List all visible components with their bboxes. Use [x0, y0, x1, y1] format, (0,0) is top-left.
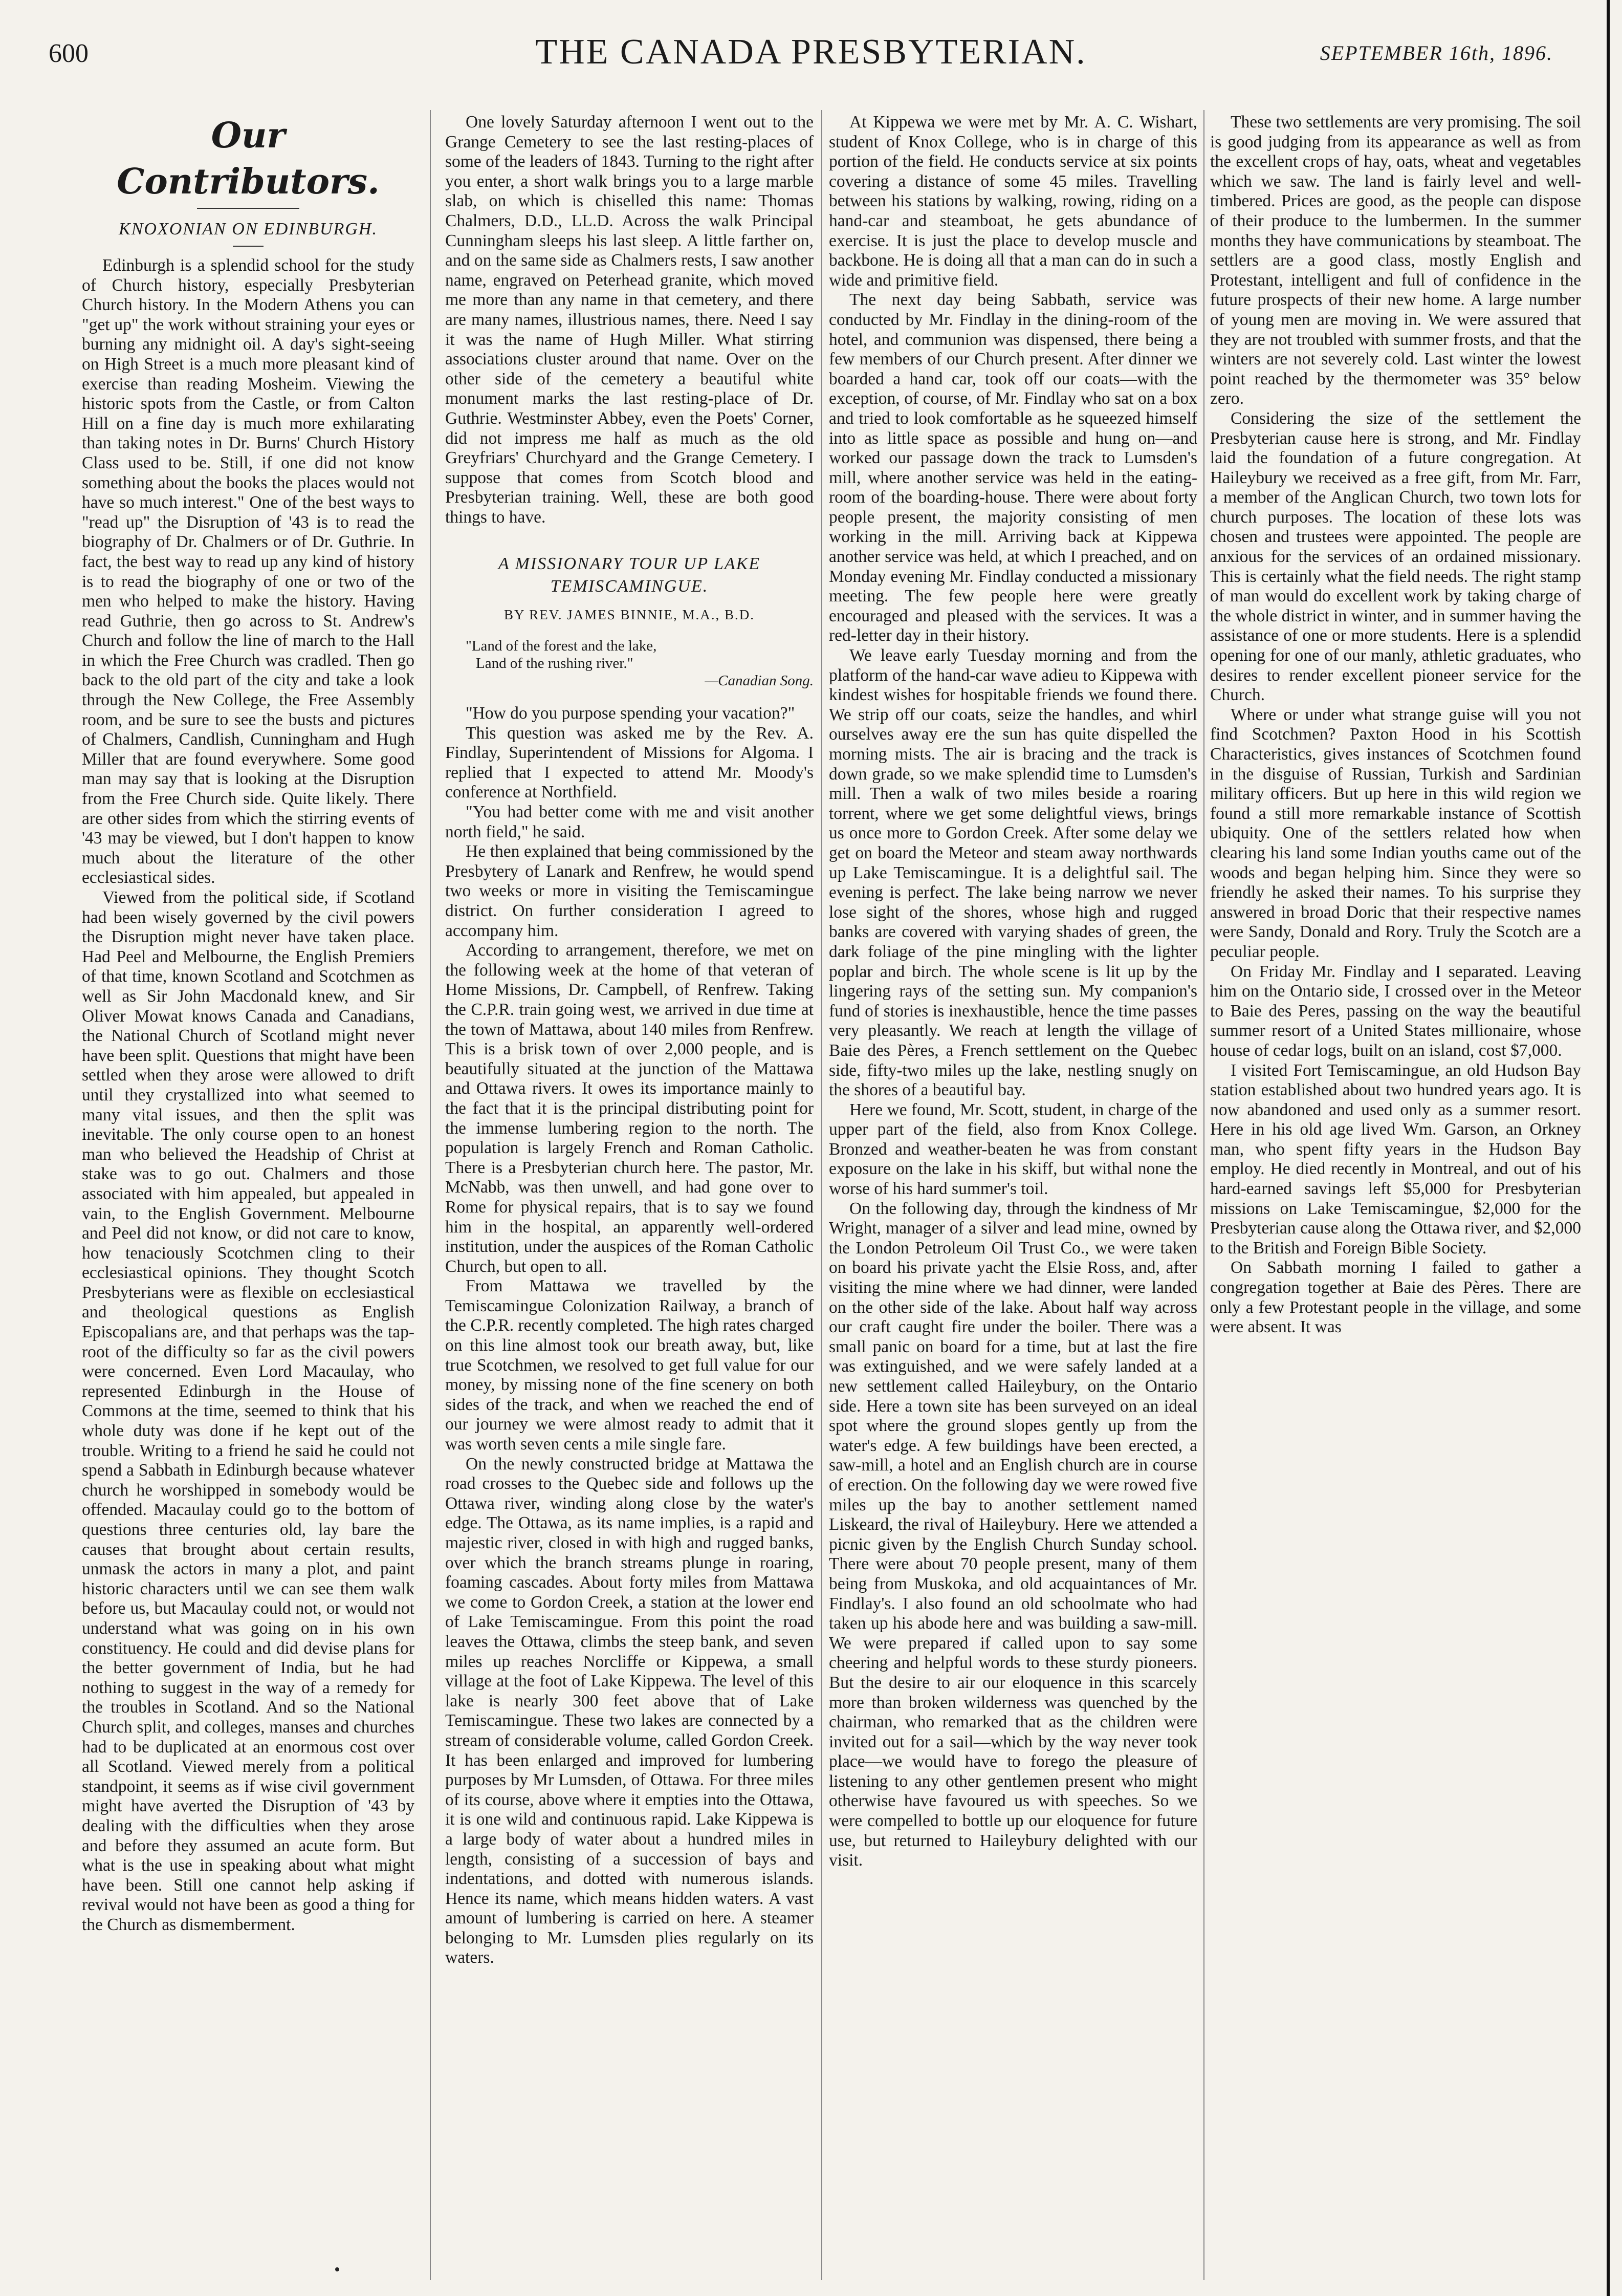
- article-paragraph: From Mattawa we travelled by the Temiscamingue Colonization Railway, a branch of the C.P.R. recently completed. The high rates charged on this line almost took our breath away, but, like true Scotchmen, we resolved to get full value for our money, by missing none of the fine scenery on both sides of the track, and when we reached the end of our journey we were almost ready to admit that it was worth seven cents a mile single fare.: [445, 1276, 814, 1454]
- page-number: 600: [49, 39, 89, 68]
- column-4: [1210, 113, 1581, 2283]
- article-title-missionary-tour: A MISSIONARY TOUR UP LAKE TEMISCAMINGUE.: [498, 554, 761, 596]
- article-paragraph: On Sabbath morning I failed to gather a congregation together at Baie des Pères. There are only a few Protestant people in the village, and some were absent. It was: [1210, 1258, 1581, 1337]
- article-title-knoxonian: KNOXONIAN ON EDINBURGH.: [119, 220, 378, 239]
- column-2: [445, 113, 814, 2283]
- article-paragraph: One lovely Saturday afternoon I went out to the Grange Cemetery to see the last resting-places of some of the leaders of 1843. Turning to the right after you enter, a short walk brings you to a large marble slab, on which is chiselled this name: Thomas Chalmers, D.D., LL.D. Across the walk Principal Cunningham sleeps his last sleep. A little farther on, and on the same side as Chalmers rests, I saw another name, engraved on Peterhead granite, which moved me more than any name in that cemetery, and there are many names, illustrious names, there. Need I say it was the name of Hugh Miller. What stirring associations cluster around that name. Over on the other side of the cemetery a beautiful white monument marks the last resting-place of Dr. Guthrie. Westminster Abbey, even the Poets' Corner, did not impress me half as much as the old Greyfriars' Churchyard and the Grange Cemetery. I suppose that comes from Scotch blood and Presbyterian training. Well, these are both good things to have.: [445, 113, 814, 527]
- column-1: [82, 113, 414, 2283]
- article-paragraph: We leave early Tuesday morning and from the platform of the hand-car wave adieu to Kippewa with kindest wishes for hospitable friends we found there. We strip off our coats, seize the handles, and whirl ourselves away ere the sun has quite dispelled the morning mists. The air is bracing and the track is down grade, so we make splendid time to Lumsden's mill. Then a walk of two miles beside a roaring torrent, where we get some delightful views, brings us once more to Gordon Creek. After some delay we get on board the Meteor and steam away northwards up Lake Temiscamingue. It is a delightful sail. The evening is perfect. The lake being narrow we never lose sight of the shores, whose high and rugged banks are covered with varying shades of green, the dark foliage of the pine mingling with the lighter poplar and birch. The whole scene is lit up by the lingering rays of the setting sun. My companion's fund of stories is inexhaustible, hence the time passes very pleasantly. We reach at length the village of Baie des Pères, a French settlement on the Quebec side, fifty-two miles up the lake, nestling snugly on the shores of a beautiful bay.: [829, 646, 1197, 1100]
- article-paragraph: On Friday Mr. Findlay and I separated. Leaving him on the Ontario side, I crossed over in the Meteor to Baie des Peres, passing on the way the beautiful summer resort of a United States millionaire, whose house of cedar logs, built on an island, cost $7,000.: [1210, 962, 1581, 1060]
- column-3: [829, 113, 1197, 2283]
- section-heading: Our Contributors.: [117, 115, 380, 202]
- article-paragraph: Considering the size of the settlement the Presbyterian cause here is strong, and Mr. Findlay laid the foundation of a future congregation. At Haileybury we received as a free gift, from Mr. Farr, a member of the Anglican Church, two town lots for church purposes. The location of these lots was chosen and trustees were appointed. The people are anxious for the services of an ordained missionary. This is certainly what the field needs. The right stamp of man would do excellent work by taking charge of the whole district in winter, and in summer having the assistance of one or more students. Here is a splendid opening for one of our manly, athletic graduates, who desires to render excellent pioneer service for the Church.: [1210, 408, 1581, 705]
- column-divider: [430, 110, 431, 2280]
- epigraph-line: "Land of the forest and the lake,: [466, 638, 657, 655]
- column-divider: [1203, 110, 1204, 2280]
- epigraph: [466, 637, 814, 689]
- article-paragraph: According to arrangement, therefore, we met on the following week at the home of that veteran of Home Missions, Dr. Campbell, of Renfrew. Taking the C.P.R. train going west, we arrived in due time at the town of Mattawa, about 140 miles from Renfrew. This is a brisk town of over 2,000 people, and is beautifully situated at the junction of the Mattawa and Ottawa rivers. It owes its importance mainly to the fact that it is the principal distributing point for the immense lumbering region to the north. The population is largely French and Roman Catholic. There is a Presbyterian church here. The pastor, Mr. McNabb, was then unwell, and had gone over to Rome for physical repairs, that is to say we found him in the hospital, an apparently well-ordered institution, under the auspices of the Roman Catholic Church, but open to all.: [445, 941, 814, 1276]
- article-paragraph: Viewed from the political side, if Scotland had been wisely governed by the civil powers the Disruption might never have taken place. Had Peel and Melbourne, the English Premiers of that time, known Scotland and Scotchmen as well as Sir John Macdonald knew, and Sir Oliver Mowat knows Canada and Canadians, the National Church of Scotland might never have been split. Questions that might have been settled when they arose were allowed to drift until they crystallized into what seemed to many vital issues, and then the split was inevitable. The only course open to an honest man who believed the Headship of Christ at stake was to go out. Chalmers and those associated with him appealed, but appealed in vain, to the English Government. Melbourne and Peel did not know, or did not care to know, how tenaciously Scotchmen cling to their ecclesiastical opinions. They thought Scotch Presbyterians were as flexible on ecclesiastical and theological questions as English Episcopalians are, and that perhaps was the tap-root of the difficulty so far as the civil powers were concerned. Even Lord Macaulay, who represented Edinburgh in the House of Commons at the time, seemed to think that his whole duty was done if he kept out of the trouble. Writing to a friend he said he could not spend a Sabbath in Edinburgh because whatever church he worshipped in somebody would be offended. Macaulay could go to the bottom of questions three centuries old, lay bare the causes that brought about certain results, unmask the actors in many a plot, and paint historic characters until we can see them walk before us, but Macaulay could not, or would not understand what was going on in his own constituency. He could and did devise plans for the better government of India, but he had nothing to suggest in the way of a remedy for the troubles in Scotland. And so the National Church split, and colleges, manses and churches had to be duplicated at an enormous cost over all Scotland. Viewed merely from a political standpoint, it seems as if wise civil government might have averted the Disruption of '43 by dealing with the difficulties when they arose and before they assumed an acute form. But what is the use in speaking about what might have been. Still one cannot help asking if revival would not have been as good a thing for the Church as dismemberment.: [82, 888, 414, 1934]
- article-paragraph: "How do you purpose spending your vacation?": [466, 704, 795, 723]
- article-paragraph: Here we found, Mr. Scott, student, in charge of the upper part of the field, also from Knox College. Bronzed and weather-beaten he was from constant exposure on the lake in his skiff, but withal none the worse of his hard summer's toil.: [829, 1100, 1197, 1199]
- article-separator: [445, 527, 814, 548]
- epigraph-source: —Canadian Song.: [705, 673, 814, 689]
- title-rule: [233, 246, 264, 247]
- article-paragraph: These two settlements are very promising. The soil is good judging from its appearance as well as from the excellent crops of hay, oats, wheat and vegetables which we saw. The land is fairly level and well-timbered. Prices are good, as the people can dispose of their produce to the lumbermen. In the summer months they have communications by steamboat. The settlers are a good class, mostly English and Protestant, intelligent and full of confidence in the future prospects of their new home. A large number of young men are moving in. We were assured that they are not troubled with summer frosts, and that the winters are not severely cold. Last winter the lowest point reached by the thermometer was 35° below zero.: [1210, 113, 1581, 408]
- article-paragraph: At Kippewa we were met by Mr. A. C. Wishart, student of Knox College, who is in charge of this portion of the field. He conducts service at six points covering a distance of some 45 miles. Travelling between his stations by walking, rowing, riding on a hand-car and steamboat, he gets abundance of exercise. It is just the place to develop muscle and backbone. He is doing all that a man can do in such a wide and primitive field.: [829, 113, 1197, 290]
- page-edge-bar: [1607, 0, 1617, 2296]
- article-paragraph: "You had better come with me and visit another north field," he said.: [445, 803, 814, 841]
- page-header: [0, 0, 1622, 87]
- epigraph-line: Land of the rushing river.": [476, 655, 633, 672]
- article-paragraph: On the newly constructed bridge at Mattawa the road crosses to the Quebec side and follows up the Ottawa river, winding along close by the water's edge. The Ottawa, as its name implies, is a rapid and majestic river, closed in with high and rugged banks, over which the branch streams plunge in roaring, foaming cascades. About forty miles from Mattawa we come to Gordon Creek, a station at the lower end of Lake Temiscamingue. From this point the road leaves the Ottawa, climbs the steep bank, and seven miles up reaches Norcliffe or Kippewa, a small village at the foot of Lake Kippewa. The level of this lake is nearly 300 feet above that of Lake Temiscamingue. These two lakes are connected by a stream of considerable volume, called Gordon Creek. It has been enlarged and improved for lumbering purposes by Mr Lumsden, of Ottawa. For three miles of its course, above where it empties into the Ottawa, it is one wild and continuous rapid. Lake Kippewa is a large body of water about a hundred miles in length, consisting of a succession of bays and indentations, and dotted with numerous islands. Hence its name, which means hidden waters. A vast amount of lumbering is carried on here. A steamer belonging to Mr. Lumsden plies regularly on its waters.: [445, 1454, 814, 1967]
- article-paragraph: On the following day, through the kindness of Mr Wright, manager of a silver and lead mine, owned by the London Petroleum Oil Trust Co., we were taken on board his private yacht the Elsie Ross, and, after visiting the mine where we had dinner, were landed on the other side of the lake. About half way across our craft caught fire under the boiler. There was a small panic on board for a time, but at last the fire was extinguished, and we were safely landed at a new settlement called Haileybury, on the Ontario side. Here a town site has been surveyed on an ideal spot where the ground slopes gently up from the water's edge. A few buildings have been erected, a saw-mill, a hotel and an English church are in course of erection. On the following day we were rowed five miles up the bay to another settlement named Liskeard, the rival of Haileybury. Here we attended a picnic given by the English Church Sunday school. There were about 70 people present, many of them being from Muskoka, and old acquaintances of Mr. Findlay's. I also found an old schoolmate who had taken up his abode here and was building a saw-mill. We were prepared if called upon to say some cheering and helpful words to these sturdy pioneers. But the desire to air our eloquence in this scarcely more than broken wilderness was quenched by the chairman, who remarked that as the children were invited out for a sail—which by the way never took place—we would have to forego the pleasure of listening to any other gentlemen present who might otherwise have favoured us with speeches. So we were compelled to bottle up our eloquence for future use, but returned to Haileybury delighted with our visit.: [829, 1199, 1197, 1870]
- article-paragraph: I visited Fort Temiscamingue, an old Hudson Bay station established about two hundred years ago. It is now abandoned and used only as a summer resort. Here in his old age lived Wm. Garson, an Orkney man, who spent fifty years in the Hudson Bay employ. He died recently in Montreal, and out of his hard-earned savings left $5,000 for Presbyterian missions on Lake Temiscamingue, $2,000 for the Presbyterian cause along the Ottawa river, and $2,000 to the British and Foreign Bible Society.: [1210, 1060, 1581, 1258]
- article-paragraph: He then explained that being commissioned by the Presbytery of Lanark and Renfrew, he would spend two weeks or more in visiting the Temiscamingue district. On further consideration I agreed to accompany him.: [445, 842, 814, 940]
- article-paragraph: This question was asked me by the Rev. A. Findlay, Superintendent of Missions for Algoma. I replied that I expected to attend Mr. Moody's conference at Northfield.: [445, 723, 814, 802]
- masthead: THE CANADA PRESBYTERIAN.: [535, 32, 1087, 72]
- article-paragraph: Edinburgh is a splendid school for the study of Church history, especially Presbyterian Church history. In the Modern Athens you can "get up" the work without straining your eyes or burning any midnight oil. A day's sight-seeing on High Street is a much more pleasant kind of exercise than reading Mosheim. Viewing the historic spots from the Castle, or from Calton Hill on a fine day is much more exhilarating than taking notes in Dr. Burns' Church History Class used to be. Still, if one did not know something about the books the places would not have so much interest." One of the best ways to "read up" the Disruption of '43 is to read the biography of Dr. Chalmers or of Dr. Guthrie. In fact, the best way to read up any kind of history is to read the biography of one or two of the men who helped to make the history. Having read Guthrie, then go across to St. Andrew's Church and follow the line of march to the Hall in which the Free Church was cradled. Then go back to the old part of the city and take a look through the New College, the Free Assembly room, and be sure to see the busts and pictures of Chalmers, Candlish, Cunningham and Hugh Miller that are found everywhere. Some good man may say that is looking at the Disruption from the Free Church side. Quite likely. There are other sides from which the stirring events of '43 may be viewed, but I don't happen to know much about the literature of the other ecclesiastical sides.: [82, 256, 414, 887]
- print-speck: [335, 2267, 339, 2271]
- article-paragraph: Where or under what strange guise will you not find Scotchmen? Paxton Hood in his Scottish Characteristics, gives instances of Scotchmen found in the disguise of Russian, Turkish and Sardinian military officers. But up here in this wild region we found a still more remarkable instance of Scottish ubiquity. One of the settlers related how when clearing his land some Indian youths came out of the woods and began helping him. Since they were so friendly he asked their names. To his surprise they answered in broad Doric that their respective names were Sandy, Donald and Rory. Truly the Scotch are a peculiar people.: [1210, 705, 1581, 961]
- heading-rule: [197, 208, 299, 209]
- article-paragraph: The next day being Sabbath, service was conducted by Mr. Findlay in the dining-room of the hotel, and communion was dispensed, there being a few members of our Church present. After dinner we boarded a hand car, took off our coats—with the exception, of course, of Mr. Findlay who sat on a box and tried to look comfortable as he squeezed himself into as little space as possible and hung on—and worked our passage down the track to Lumsden's mill, where another service was held in the eating-room of the boarding-house. There were about forty people present, the majority consisting of men working in the mill. Arriving back at Kippewa another service was held, at which I preached, and on Monday evening Mr. Findlay conducted a missionary meeting. The few people here were greatly encouraged and pleased with the services. It was a red-letter day in their history.: [829, 290, 1197, 645]
- issue-date: SEPTEMBER 16th, 1896.: [1320, 41, 1553, 64]
- byline: BY REV. JAMES BINNIE, M.A., B.D.: [503, 607, 755, 623]
- column-divider: [821, 110, 822, 2280]
